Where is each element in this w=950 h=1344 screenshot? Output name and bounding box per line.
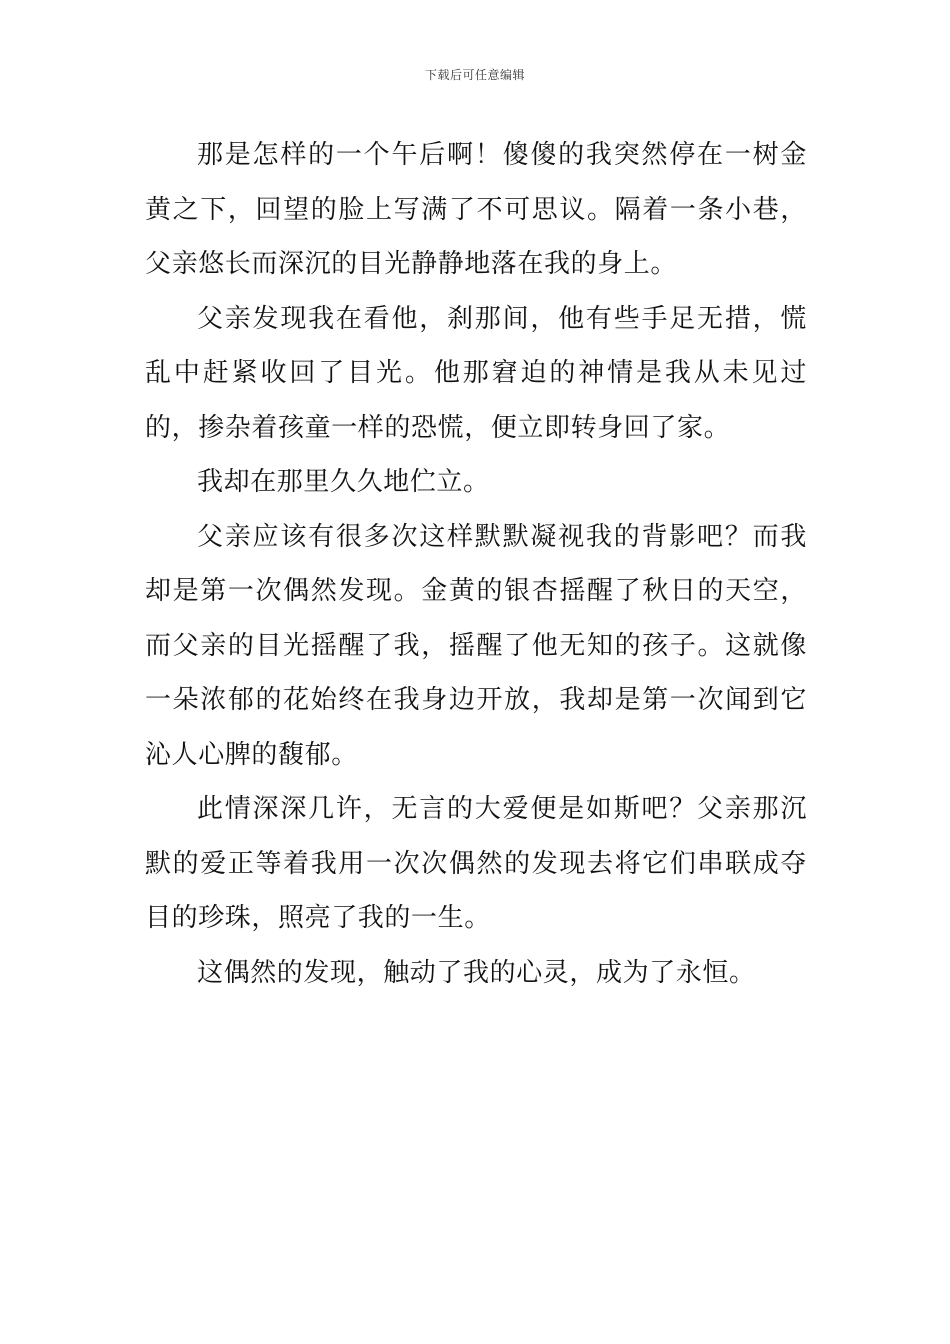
page-header-note: 下载后可任意编辑 bbox=[424, 68, 525, 82]
document-body bbox=[145, 128, 807, 1000]
paragraph-6: 这偶然的发现，触动了我的心灵，成为了永恒。 bbox=[197, 957, 756, 988]
paragraph-1: 那是怎样的一个午后啊！傻傻的我突然停在一树金黄之下，回望的脸上写满了不可思议。隔着一条小巷，父亲悠长而深沉的目光静静地落在我的身上。 bbox=[145, 140, 807, 279]
paragraph-5: 此情深深几许，无言的大爱便是如斯吧？父亲那沉默的爱正等着我用一次次偶然的发现去将它们串联成夺目的珍珠，照亮了我的一生。 bbox=[145, 794, 807, 933]
paragraph-2: 父亲发现我在看他，刹那间，他有些手足无措，慌乱中赶紧收回了目光。他那窘迫的神情是我从未见过的，掺杂着孩童一样的恐慌，便立即转身回了家。 bbox=[145, 303, 807, 443]
paragraph-3: 我却在那里久久地伫立。 bbox=[197, 467, 490, 497]
paragraph-4: 父亲应该有很多次这样默默凝视我的背影吧？而我却是第一次偶然发现。金黄的银杏摇醒了秋日的天空，而父亲的目光摇醒了我，摇醒了他无知的孩子。这就像一朵浓郁的花始终在我身边开放，我却是第一次闻到它沁人心脾的馥郁。 bbox=[145, 521, 807, 770]
